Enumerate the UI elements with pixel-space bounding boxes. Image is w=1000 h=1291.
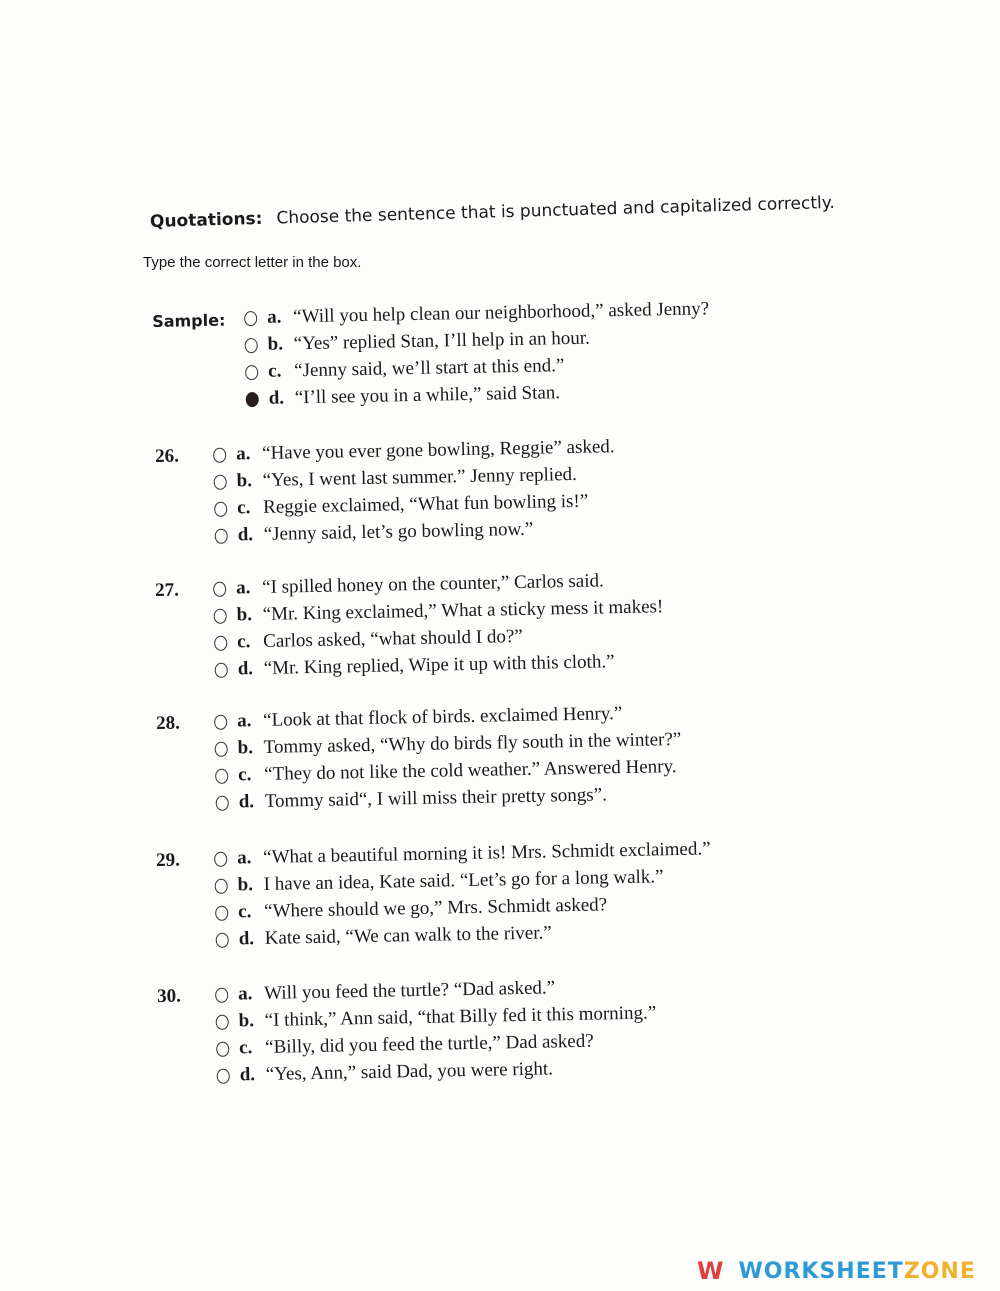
option-letter: d. — [238, 928, 255, 950]
radio-button[interactable] — [215, 662, 228, 677]
option-text: “Jenny said, let’s go bowling now.” — [263, 518, 534, 545]
radio-button[interactable] — [215, 878, 228, 893]
section-title: Quotations: — [149, 208, 263, 232]
question-number: Sample: — [152, 310, 226, 331]
option-text: “I spilled honey on the counter,” Carlos said. — [261, 570, 604, 598]
option-letter: a. — [266, 306, 282, 328]
option-text: “What a beautiful morning it is! Mrs. Schmidt exclaimed.” — [262, 838, 711, 868]
radio-button[interactable] — [215, 741, 228, 756]
sub-instruction: Type the correct letter in the box. — [143, 254, 362, 271]
radio-button[interactable] — [214, 501, 227, 516]
option-letter: c. — [267, 360, 282, 382]
option-text: I have an idea, Kate said. “Let’s go for a long walk.” — [263, 866, 664, 895]
option-text: Will you feed the turtle? “Dad asked.” — [263, 977, 556, 1004]
option-letter: c. — [238, 764, 252, 786]
option-text: “They do not like the cold weather.” Answered Henry. — [263, 756, 677, 785]
option-letter: b. — [237, 737, 254, 759]
option-letter: a. — [236, 710, 252, 732]
question-number: 27. — [155, 579, 180, 601]
logo-mark-icon: W — [697, 1257, 725, 1285]
radio-button[interactable] — [215, 905, 228, 920]
radio-button[interactable] — [215, 987, 228, 1002]
option-letter: b. — [237, 874, 254, 896]
option-letter: a. — [236, 847, 252, 869]
radio-button[interactable] — [213, 581, 226, 596]
radio-button[interactable] — [214, 714, 227, 729]
radio-button[interactable] — [215, 768, 228, 783]
question-number: 29. — [156, 849, 181, 871]
radio-button[interactable] — [214, 608, 227, 623]
radio-button[interactable] — [245, 364, 258, 379]
option-letter: c. — [237, 631, 251, 653]
option-text: Reggie exclaimed, “What fun bowling is!” — [262, 490, 589, 518]
option-text: Tommy said“, I will miss their pretty songs”. — [264, 784, 608, 812]
option-letter: c. — [238, 901, 252, 923]
radio-button[interactable] — [216, 1014, 229, 1029]
answer-option-d[interactable] — [216, 1056, 553, 1088]
option-letter: c. — [239, 1037, 253, 1059]
radio-button[interactable] — [215, 528, 228, 543]
option-letter: d. — [268, 387, 285, 409]
option-text: “Mr. King replied, Wipe it up with this cloth.” — [263, 651, 615, 679]
radio-button[interactable] — [246, 391, 259, 406]
option-text: “Yes, I went last summer.” Jenny replied. — [262, 463, 577, 491]
instructions-header — [150, 193, 835, 232]
option-letter: b. — [238, 1010, 255, 1032]
option-letter: b. — [236, 470, 253, 492]
radio-button[interactable] — [213, 447, 226, 462]
option-letter: d. — [238, 791, 255, 813]
answer-option-d[interactable] — [245, 380, 560, 412]
option-text: “Will you help clean our neighborhood,” asked Jenny? — [292, 298, 710, 328]
option-letter: a. — [235, 443, 251, 465]
answer-option-d[interactable] — [214, 517, 533, 549]
radio-button[interactable] — [216, 795, 229, 810]
radio-button[interactable] — [214, 851, 227, 866]
radio-button[interactable] — [216, 1041, 229, 1056]
radio-button[interactable] — [244, 310, 257, 325]
answer-option-d[interactable] — [215, 920, 551, 952]
option-text: “Billy, did you feed the turtle,” Dad asked? — [264, 1030, 594, 1058]
option-letter: b. — [267, 333, 284, 355]
radio-button[interactable] — [214, 635, 227, 650]
radio-button[interactable] — [214, 474, 227, 489]
instruction-text: Choose the sentence that is punctuated and capitalized correctly. — [276, 192, 836, 229]
option-letter: d. — [239, 1064, 256, 1086]
option-letter: d. — [237, 658, 254, 680]
option-text: “I’ll see you in a while,” said Stan. — [294, 382, 561, 409]
option-letter: a. — [235, 577, 251, 599]
radio-button[interactable] — [217, 1068, 230, 1083]
option-text: “Mr. King exclaimed,” What a sticky mess it makes! — [262, 596, 664, 625]
option-letter: c. — [237, 497, 251, 519]
option-text: “Where should we go,” Mrs. Schmidt asked? — [263, 894, 608, 922]
answer-option-a[interactable] — [244, 296, 709, 331]
option-letter: b. — [236, 604, 253, 626]
worksheetzone-logo: W WORKSHEET ZONE — [697, 1257, 976, 1285]
radio-button[interactable] — [245, 337, 258, 352]
option-letter: a. — [237, 983, 253, 1005]
question-number: 30. — [157, 985, 182, 1007]
option-text: “Have you ever gone bowling, Reggie” asked. — [261, 436, 615, 464]
option-text: “Jenny said, we’ll start at this end.” — [293, 355, 565, 382]
option-text: “I think,” Ann said, “that Billy fed it this morning.” — [264, 1002, 657, 1031]
option-text: Carlos asked, “what should I do?” — [262, 625, 523, 652]
option-text: Tommy asked, “Why do birds fly south in the winter?” — [263, 728, 682, 758]
option-text: Kate said, “We can walk to the river.” — [264, 922, 552, 949]
radio-button[interactable] — [216, 932, 229, 947]
option-text: “Yes” replied Stan, I’ll help in an hour. — [293, 327, 591, 355]
option-letter: d. — [237, 524, 254, 546]
option-text: “Look at that flock of birds. exclaimed Henry.” — [262, 703, 623, 731]
question-number: 28. — [156, 712, 181, 734]
question-number: 26. — [155, 445, 180, 467]
option-text: “Yes, Ann,” said Dad, you were right. — [265, 1058, 554, 1085]
